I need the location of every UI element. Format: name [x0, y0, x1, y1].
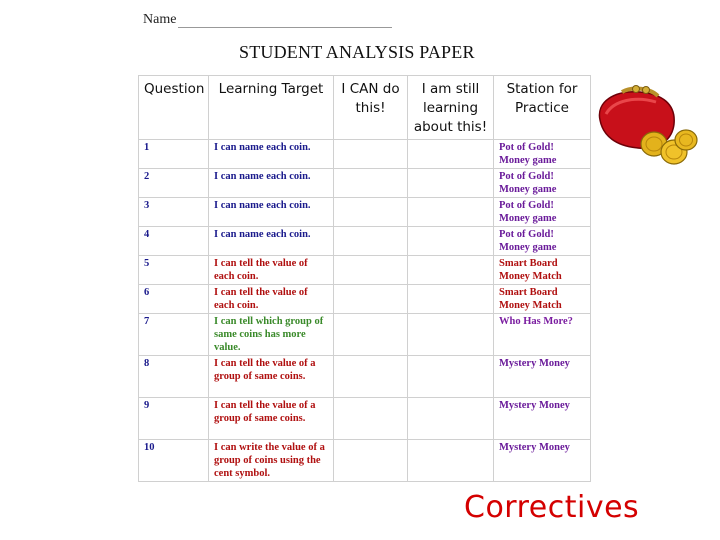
question-number-cell: 3 [139, 198, 209, 227]
name-field [143, 12, 392, 28]
correctives-caption: Correctives [464, 490, 640, 525]
still-learning-cell [408, 140, 494, 169]
station-cell: Mystery Money [494, 440, 591, 482]
i-can-cell [334, 198, 408, 227]
column-header-question: Question [139, 76, 209, 140]
table-row [139, 227, 591, 256]
i-can-cell [334, 169, 408, 198]
learning-target-cell: I can name each coin. [209, 198, 334, 227]
learning-target-cell: I can tell the value of a group of same coins. [209, 356, 334, 398]
table-row [139, 440, 591, 482]
station-cell: Who Has More? [494, 314, 591, 356]
still-learning-cell [408, 227, 494, 256]
question-number-cell: 8 [139, 356, 209, 398]
question-number-cell: 7 [139, 314, 209, 356]
station-cell: Mystery Money [494, 398, 591, 440]
station-cell: Mystery Money [494, 356, 591, 398]
column-header-learning-target: Learning Target [209, 76, 334, 140]
i-can-cell [334, 398, 408, 440]
question-number-cell: 1 [139, 140, 209, 169]
still-learning-cell [408, 256, 494, 285]
name-underline [178, 13, 392, 28]
question-number-cell: 10 [139, 440, 209, 482]
question-number-cell: 9 [139, 398, 209, 440]
column-header-station: Station for Practice [494, 76, 591, 140]
still-learning-cell [408, 398, 494, 440]
learning-target-cell: I can tell the value of each coin. [209, 256, 334, 285]
learning-target-cell: I can write the value of a group of coins using the cent symbol. [209, 440, 334, 482]
coin-purse-icon [592, 80, 700, 166]
table-row [139, 285, 591, 314]
still-learning-cell [408, 169, 494, 198]
station-cell: Smart Board Money Match [494, 256, 591, 285]
table-row [139, 398, 591, 440]
question-number-cell: 2 [139, 169, 209, 198]
question-number-cell: 6 [139, 285, 209, 314]
learning-target-cell: I can name each coin. [209, 140, 334, 169]
i-can-cell [334, 227, 408, 256]
learning-target-cell: I can tell which group of same coins has more value. [209, 314, 334, 356]
station-cell: Pot of Gold! Money game [494, 169, 591, 198]
learning-target-cell: I can name each coin. [209, 169, 334, 198]
column-header-still-learning: I am still learning about this! [408, 76, 494, 140]
station-cell: Pot of Gold! Money game [494, 140, 591, 169]
table-row [139, 169, 591, 198]
still-learning-cell [408, 440, 494, 482]
table-header-row [139, 76, 591, 140]
learning-target-cell: I can tell the value of each coin. [209, 285, 334, 314]
question-number-cell: 4 [139, 227, 209, 256]
document-title: STUDENT ANALYSIS PAPER [239, 42, 475, 62]
table-row [139, 140, 591, 169]
still-learning-cell [408, 198, 494, 227]
analysis-table [138, 75, 591, 482]
learning-target-cell: I can tell the value of a group of same coins. [209, 398, 334, 440]
i-can-cell [334, 314, 408, 356]
still-learning-cell [408, 285, 494, 314]
i-can-cell [334, 285, 408, 314]
table-row [139, 198, 591, 227]
table-row [139, 256, 591, 285]
still-learning-cell [408, 314, 494, 356]
i-can-cell [334, 356, 408, 398]
station-cell: Pot of Gold! Money game [494, 227, 591, 256]
station-cell: Pot of Gold! Money game [494, 198, 591, 227]
learning-target-cell: I can name each coin. [209, 227, 334, 256]
table-body [139, 140, 591, 482]
still-learning-cell [408, 356, 494, 398]
name-label: Name [143, 12, 177, 27]
i-can-cell [334, 440, 408, 482]
table-row [139, 314, 591, 356]
i-can-cell [334, 256, 408, 285]
table-row [139, 356, 591, 398]
station-cell: Smart Board Money Match [494, 285, 591, 314]
question-number-cell: 5 [139, 256, 209, 285]
i-can-cell [334, 140, 408, 169]
column-header-i-can: I CAN do this! [334, 76, 408, 140]
